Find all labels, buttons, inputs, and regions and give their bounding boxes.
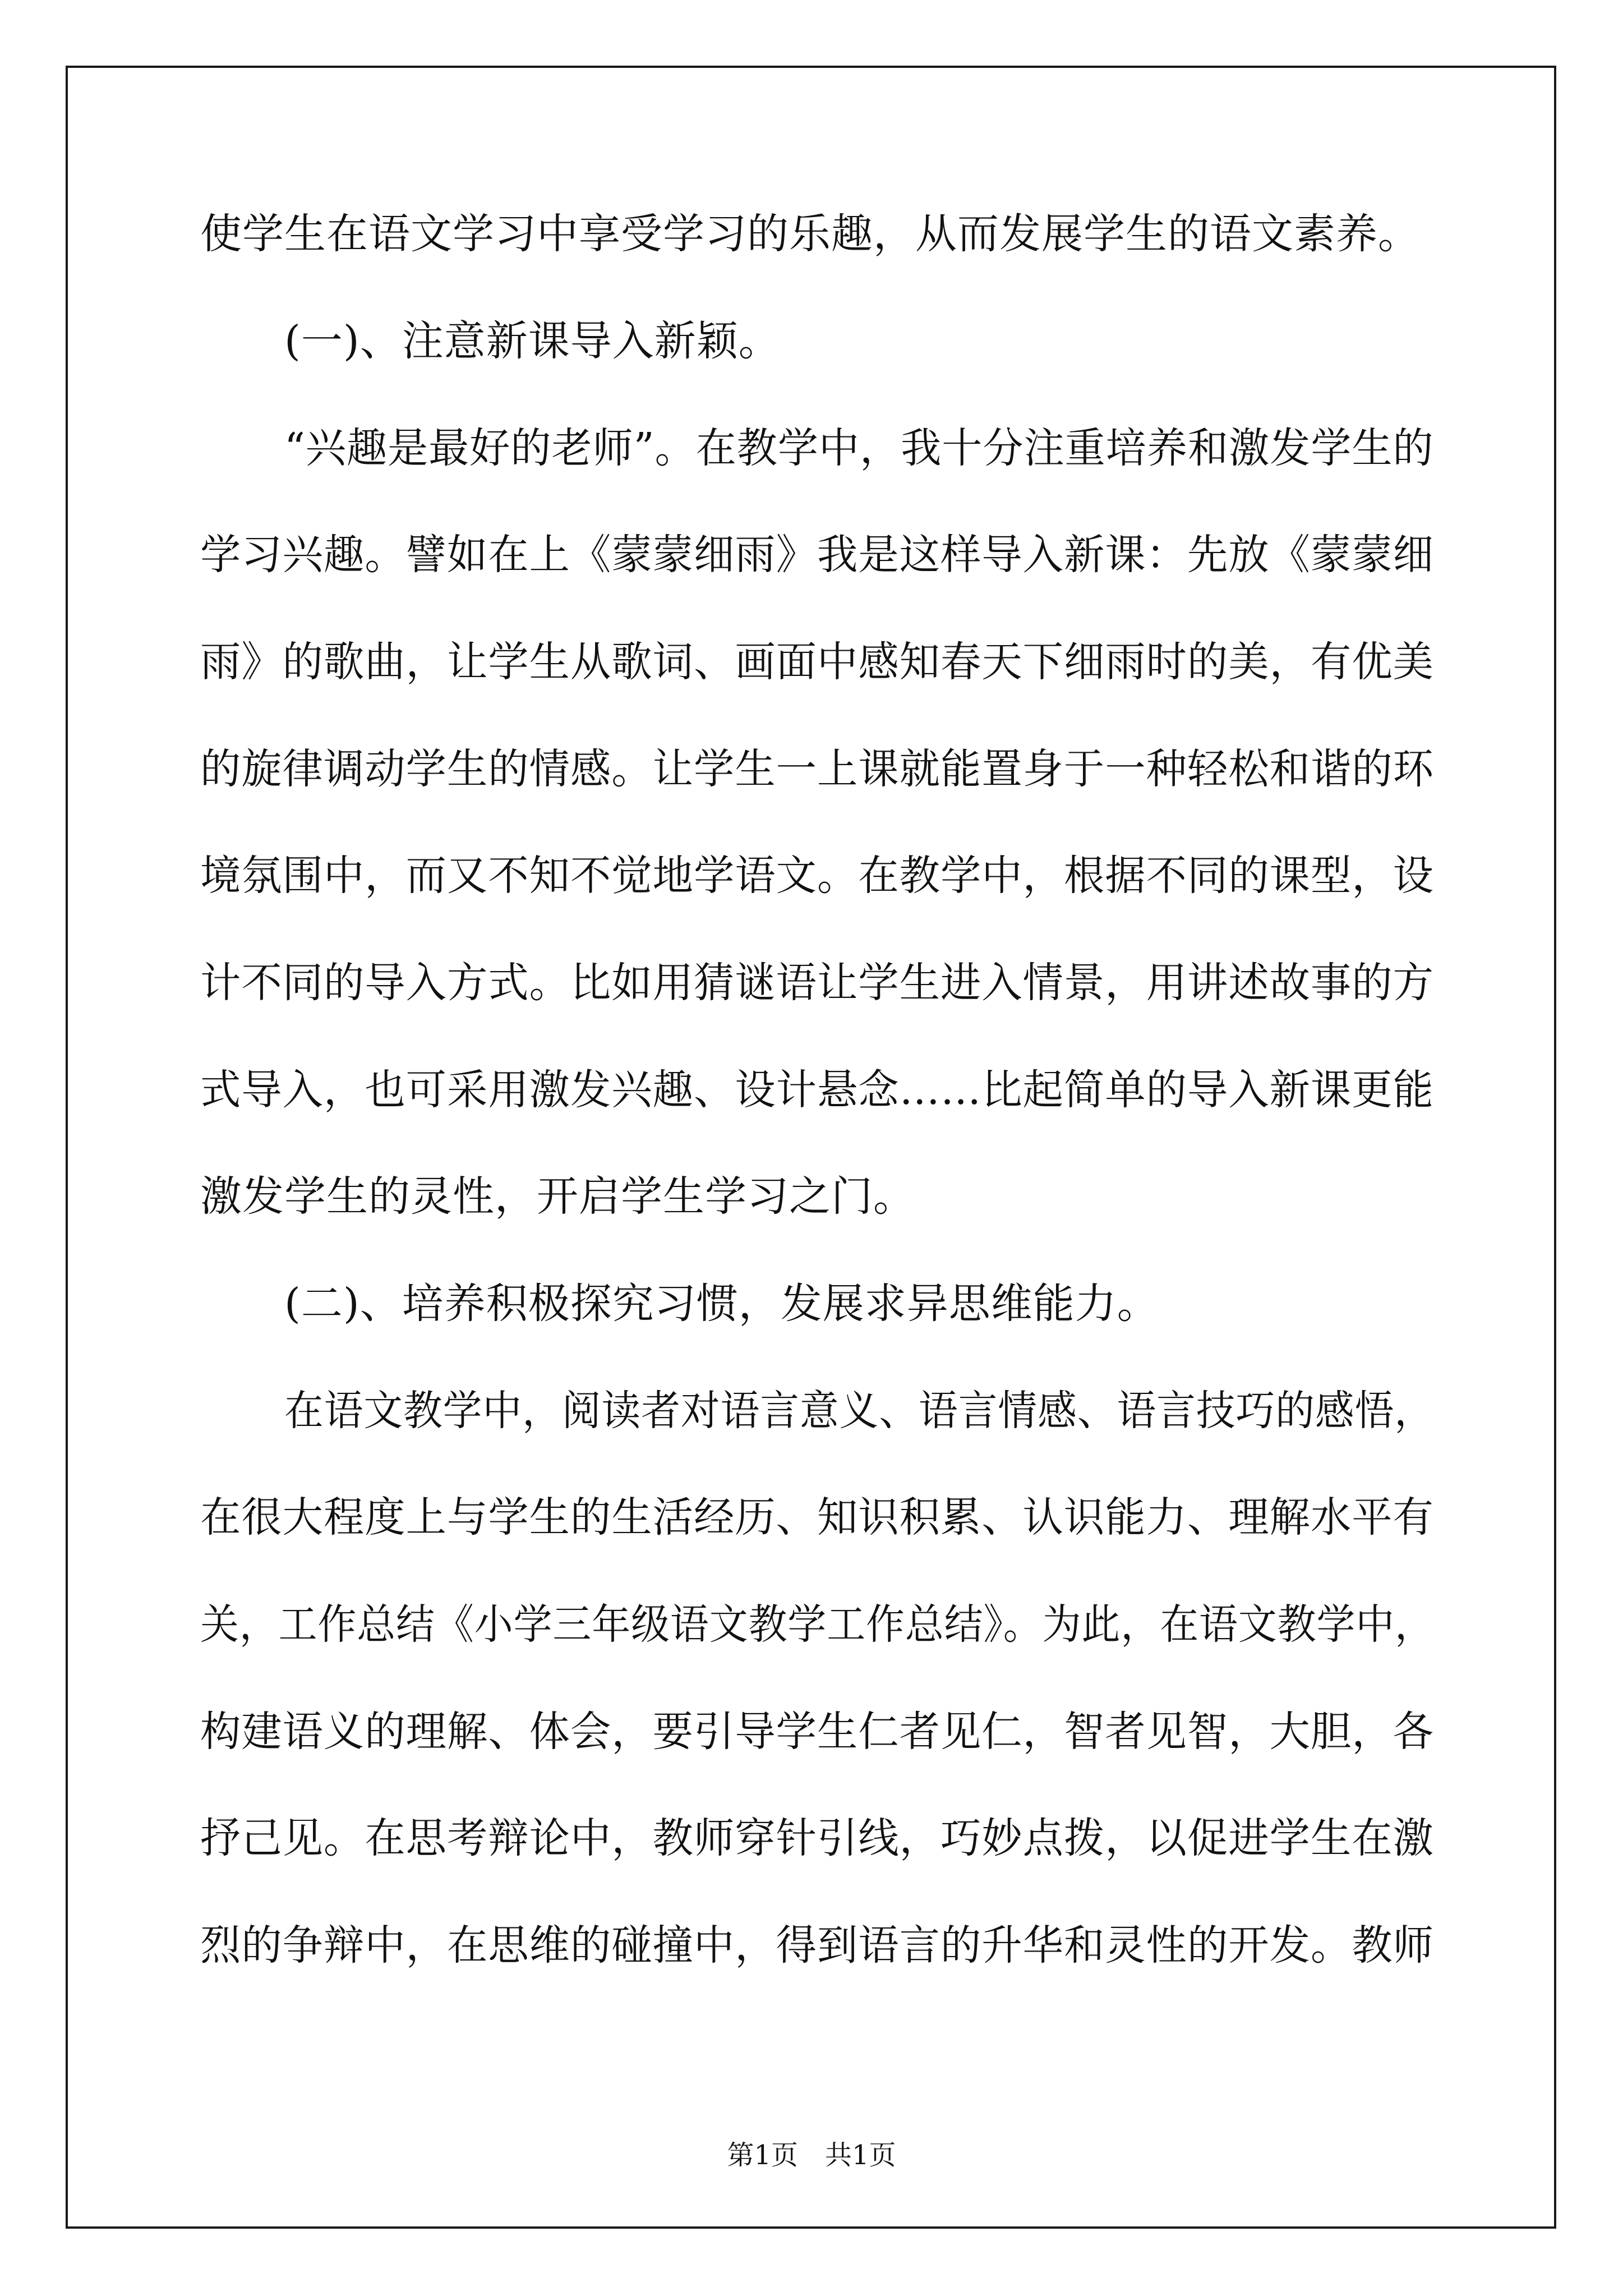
page-total: 共1页 [825,2139,896,2171]
paragraph-line: 使学生在语文学习中享受学习的乐趣，从而发展学生的语文素养。 [200,210,1420,258]
paragraph-line: 计不同的导入方式。比如用猜谜语让学生进入情景，用讲述故事的方 [200,959,1434,1007]
paragraph-line: 抒己见。在思考辩论中，教师穿针引线，巧妙点拨，以促进学生在激 [200,1814,1434,1862]
section-heading: (一)、注意新课导入新颖。 [284,317,781,365]
paragraph-line: 学习兴趣。譬如在上《蒙蒙细雨》我是这样导入新课：先放《蒙蒙细 [200,531,1434,579]
paragraph-line: 关，工作总结《小学三年级语文教学工作总结》。为此，在语文教学中， [200,1600,1434,1649]
paragraph-line: 雨》的歌曲，让学生从歌词、画面中感知春天下细雨时的美，有优美 [200,638,1434,686]
paragraph-line: “兴趣是最好的老师”。在教学中，我十分注重培养和激发学生的 [284,424,1434,472]
paragraph-line: 烈的争辩中，在思维的碰撞中，得到语言的升华和灵性的开发。教师 [200,1921,1434,1970]
section-heading: (二)、培养积极探究习惯，发展求异思维能力。 [284,1280,1159,1328]
page-number: 第1页 [727,2139,798,2171]
paragraph-line: 在语文教学中，阅读者对语言意义、语言情感、语言技巧的感悟， [284,1387,1434,1435]
page-border [66,66,1556,2229]
paragraph-line: 激发学生的灵性，开启学生学习之门。 [200,1172,915,1221]
paragraph-line: 在很大程度上与学生的生活经历、知识积累、认识能力、理解水平有 [200,1493,1434,1542]
page-footer [0,2139,1623,2171]
paragraph-line: 境氛围中，而又不知不觉地学语文。在教学中，根据不同的课型，设 [200,852,1434,900]
paragraph-line: 的旋律调动学生的情感。让学生一上课就能置身于一种轻松和谐的环 [200,745,1434,793]
paragraph-line: 构建语义的理解、体会，要引导学生仁者见仁，智者见智，大胆，各 [200,1708,1434,1756]
paragraph-line: 式导入，也可采用激发兴趣、设计悬念……比起简单的导入新课更能 [200,1066,1434,1114]
